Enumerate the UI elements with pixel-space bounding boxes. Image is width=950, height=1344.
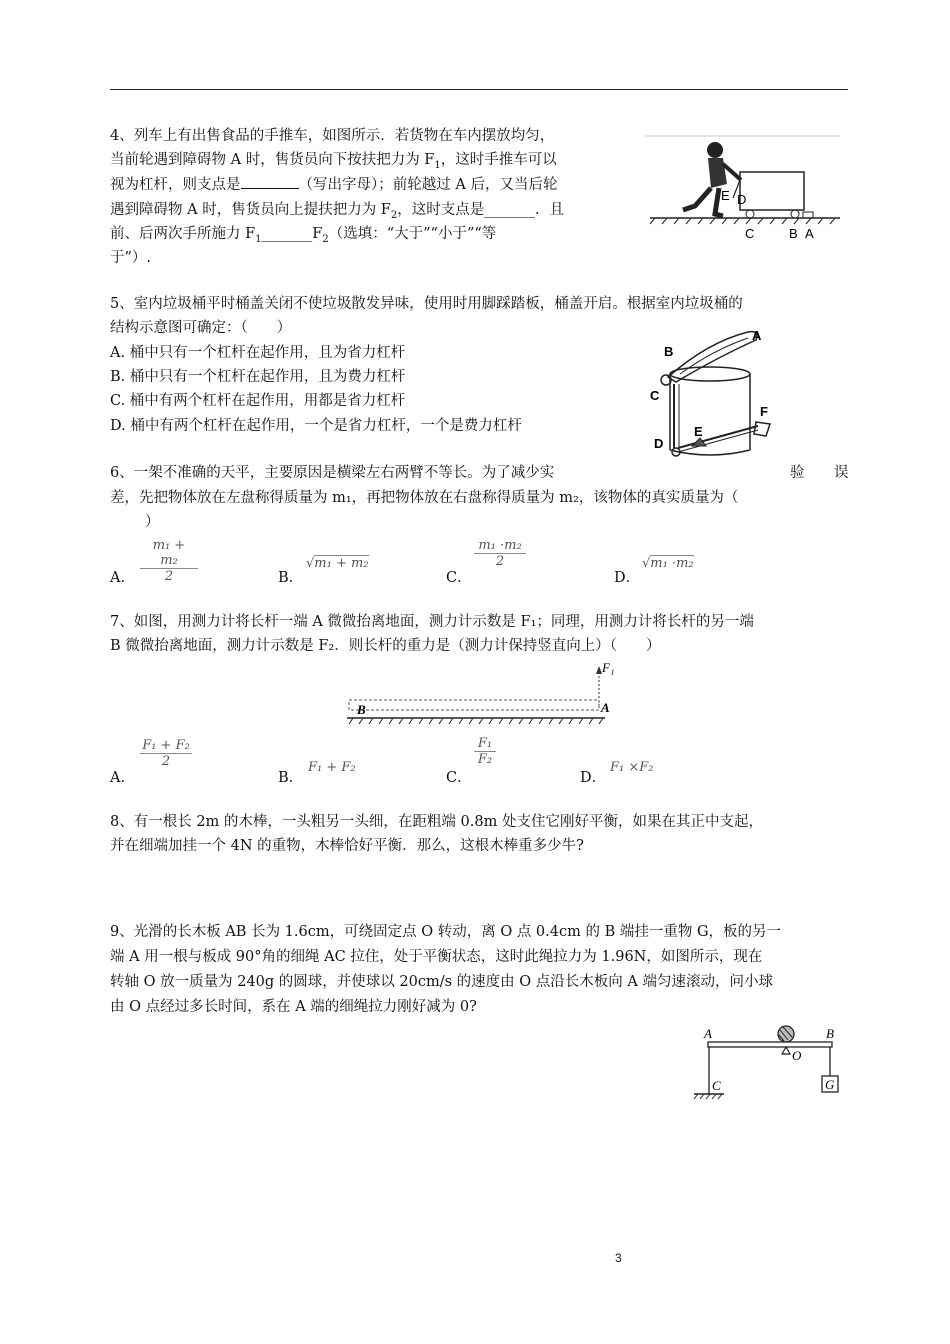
q7-option-c-formula: $\frac{\text{F₁}}{\text{F₂}}$ [474,736,496,767]
q6-option-a-label: A． [110,570,135,586]
q4-line-1: 4、列车上有出售食品的手推车，如图所示．若货物在车内摆放均匀， [110,128,555,144]
can-label-D: D [654,436,664,451]
rod-figure [343,660,613,728]
q6-option-d-formula: √m₁ ·m₂ [642,556,694,571]
q6-line-3: ） [145,514,160,530]
q7-option-c-label: C． [446,770,472,786]
lever-label-G: G [825,1077,835,1092]
q8-line-2: 并在细端加挂一个 4N 的重物，木棒恰好平衡．那么，这根木棒重多少牛? [110,838,584,854]
can-label-B: B [664,344,674,359]
cart-label-E: E [721,188,730,203]
q7-option-d-label: D． [580,770,607,786]
q9-line-3: 转轴 O 放一质量为 240g 的圆球，并使球以 20cm/s 的速度由 O 点沿长木板向 A 端匀速滚动，问小球 [110,974,773,990]
can-label-C: C [650,388,660,403]
can-label-F: F [760,404,768,419]
q6-line-1: 6、一架不准确的天平，主要原因是横梁左右两臂不等长。为了减少实 [110,465,555,481]
q5-option-a: A. 桶中只有一个杠杆在起作用，且为省力杠杆 [110,345,406,361]
q7-line-2: B 微微抬离地面，测力计示数是 F₂．则长杆的重力是（测力计保持竖直向上）（ ） [110,638,661,654]
q5-option-c: C. 桶中有两个杠杆在起作用，用都是省力杠杆 [110,393,406,409]
q6-option-c-formula: $\frac{\text{m₁ ·m₂}}{2}$ [474,538,526,569]
q7-option-d-formula: F₁ ×F₂ [610,760,654,775]
can-label-A: A [752,328,762,343]
q6-option-b-formula: √m₁ + m₂ [306,556,369,571]
q7-line-1: 7、如图，用测力计将长杆一端 A 微微抬离地面，测力计示数是 F₁；同理，用测力计将长杆的另一端 [110,614,754,630]
q5-option-b: B. 桶中只有一个杠杆在起作用，且为费力杠杆 [110,369,406,385]
q6-line-1-word-a: 验 [790,465,805,481]
lever-label-O: O [792,1048,802,1063]
q5-option-d: D. 桶中有两个杠杆在起作用，一个是省力杠杆，一个是费力杠杆 [110,418,522,434]
trash-can-figure [648,322,783,462]
q6-line-1-word-b: 误 [834,465,849,481]
q6-line-2: 差，先把物体放在左盘称得质量为 m₁，再把物体放在右盘称得质量为 m₂，该物体的真实质量为（ [110,490,739,506]
cart-figure [645,132,845,242]
q6-option-a-formula: $\frac{\text{m₁ + m₂}}{2}$ [140,538,198,584]
q7-option-b-label: B． [278,770,304,786]
q6-option-c-label: C． [446,570,472,586]
lever-board-figure [688,1022,848,1106]
lever-label-C: C [712,1078,721,1093]
cart-label-C: C [745,226,755,241]
q4-line-3: 视为杠杆，则支点是 （写出字母）；前轮越过 A 后，又当后轮 [110,173,557,198]
q7-option-a-formula: $\frac{\text{F₁ + F₂}}{2}$ [140,738,192,769]
q9-line-2: 端 A 用一根与板成 90°角的细绳 AC 拉住，处于平衡状态，这时此绳拉力为 1.96N，如图所示，现在 [110,949,763,965]
q5-line-2: 结构示意图可确定：（ ） [110,320,292,336]
can-label-E: E [694,424,703,439]
q4-line-5: 前、后两次手所施力 $F_1\_\_\_\_\_\_\_F_2$（选填：“大于”“小于”“等 [110,226,497,245]
cart-label-B: B [789,226,798,241]
q9-line-4: 由 O 点经过多长时间，系在 A 端的细绳拉力刚好减为 0? [110,999,477,1015]
page-number: 3 [615,1251,622,1265]
q4-line-2: 当前轮遇到障碍物 A 时，售货员向下按扶把力为 $F_1$，这时手推车可以 [110,152,557,171]
lever-label-B: B [826,1026,834,1041]
rod-label-B: B [357,702,366,717]
q5-line-1: 5、室内垃圾桶平时桶盖关闭不使垃圾散发异味，使用时用脚踩踏板，桶盖开启。根据室内垃圾桶的 [110,296,743,312]
q6-option-d-label: D． [614,570,641,586]
header-rule [110,89,848,90]
q4-line-4: 遇到障碍物 A 时，售货员向上提扶把力为 $F_2$，这时支点是_______．且 [110,202,564,221]
q9-line-1: 9、光滑的长木板 AB 长为 1.6cm，可绕固定点 O 转动，离 O 点 0.4cm 的 B 端挂一重物 G，板的另一 [110,924,782,940]
q7-option-b-formula: F₁ + F₂ [308,760,356,775]
rod-label-A: A [601,700,610,715]
cart-label-D: D [737,192,747,207]
lever-label-A: A [704,1026,712,1041]
q4-line-6: 于”）. [110,250,152,266]
cart-label-A: A [805,226,814,241]
answer-blank [241,174,299,189]
q6-option-b-label: B． [278,570,304,586]
q7-option-a-label: A． [110,770,135,786]
rod-label-F1: F₁ [602,660,615,675]
q8-line-1: 8、有一根长 2m 的木棒，一头粗另一头细，在距粗端 0.8m 处支住它刚好平衡，如果在其正中支起， [110,814,763,830]
